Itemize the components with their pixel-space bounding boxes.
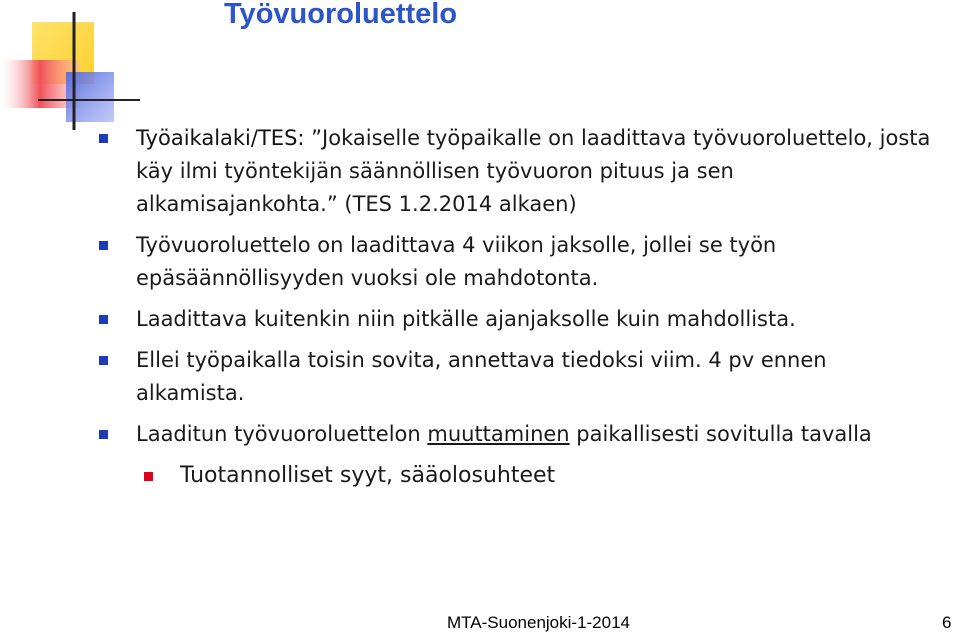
sub-bullet-text: Tuotannolliset syyt, sääolosuhteet xyxy=(180,463,556,488)
footer-text: MTA-Suonenjoki-1-2014 xyxy=(447,613,630,632)
bullet-text-underlined: muuttaminen xyxy=(427,422,570,446)
square-bullet-icon xyxy=(99,134,108,143)
bullet-item xyxy=(95,229,935,295)
bullet-list xyxy=(95,122,935,500)
bullet-text: Laadittava kuitenkin niin pitkälle ajanjaksolle kuin mahdollista. xyxy=(136,307,796,331)
bullet-text-post: paikallisesti sovitulla tavalla xyxy=(569,422,872,446)
bullet-item xyxy=(95,122,935,221)
square-bullet-icon xyxy=(99,315,108,324)
bullet-text: Työvuoroluettelo on laadittava 4 viikon jaksolle, jollei se työn epäsäännöllisyyden vuoksi ole mahdotonta. xyxy=(136,233,777,290)
bullet-item xyxy=(95,344,935,410)
bullet-text: Ellei työpaikalla toisin sovita, annettava tiedoksi viim. 4 pv ennen alkamista. xyxy=(136,348,827,405)
bullet-text-pre: Laaditun työvuoroluettelon xyxy=(136,422,428,446)
slide-title: Työvuoroluettelo xyxy=(224,0,458,30)
page-number: 6 xyxy=(942,613,952,632)
decorative-corner-graphic xyxy=(0,0,140,130)
bullet-item xyxy=(95,303,935,336)
square-bullet-icon xyxy=(99,356,108,365)
square-bullet-icon xyxy=(99,430,108,439)
square-bullet-icon xyxy=(99,241,108,250)
bullet-lead: Työaikalaki/TES: xyxy=(136,126,305,150)
square-bullet-icon xyxy=(144,472,153,481)
sub-bullet-item xyxy=(140,459,935,492)
bullet-item xyxy=(95,418,935,451)
bullet-text: ”Jokaiselle työpaikalle on laadittava työvuoroluettelo, josta käy ilmi työntekijän säännöllisen työvuoron pituus ja sen alkamisajankohta.” (TES 1.2.2014 alkaen) xyxy=(136,126,931,216)
